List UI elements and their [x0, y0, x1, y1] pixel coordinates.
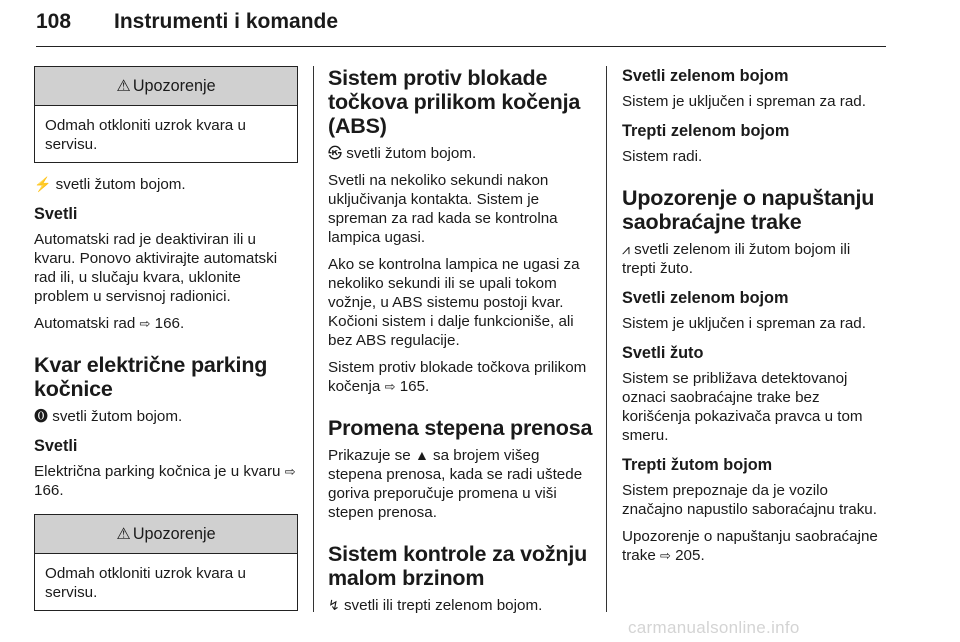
- warning-text: Odmah otkloniti uzrok kvara u servisu.: [45, 565, 246, 601]
- warning-box-header: [35, 515, 297, 554]
- warning-box-header: [35, 67, 297, 106]
- lane-departure-icon: ⩘: [622, 241, 630, 257]
- auto-light-icon: ⚡: [34, 176, 52, 192]
- subheading: Svetli: [34, 437, 78, 455]
- section-heading: Sistem protiv blokade točkova prilikom kočenja (ABS): [328, 66, 581, 138]
- ref-arrow-icon: ⇨: [139, 316, 151, 331]
- paragraph: Sistem je uključen i spreman za rad.: [622, 93, 866, 110]
- paragraph: Sistem prepoznaje da je vozilo značajno napustilo saboraćajnu traku.: [622, 482, 877, 518]
- warning-box: [34, 514, 298, 611]
- ref-arrow-icon: ⇨: [284, 464, 296, 479]
- paragraph: Prikazuje se ▲ sa brojem višeg stepena prenosa, kada se radi uštede goriva preporučuje promena u viši stepen prenosa.: [328, 447, 583, 521]
- low-speed-icon: ↯: [328, 597, 340, 613]
- section-heading: Kvar električne parking kočnice: [34, 353, 268, 401]
- section-heading: Promena stepena prenosa: [328, 416, 593, 440]
- warning-title: Upozorenje: [132, 76, 216, 95]
- warning-box: [34, 66, 298, 163]
- column-divider: [606, 66, 607, 612]
- cross-reference: Automatski rad ⇨ 166.: [34, 315, 185, 332]
- indicator-line: ⩘ svetli zelenom ili žutom bojom ili trepti žuto.: [622, 241, 851, 277]
- paragraph: Automatski rad je deaktiviran ili u kvaru. Ponovo aktivirajte automatski rad ili, u slučaju kvara, uklonite problem u servisnoj radionici.: [34, 231, 278, 305]
- column-divider: [313, 66, 314, 612]
- abs-icon: ㉿: [328, 145, 342, 161]
- cross-reference: Sistem protiv blokade točkova prilikom kočenja ⇨ 165.: [328, 359, 587, 395]
- page-title: Instrumenti i komande: [114, 10, 339, 33]
- warning-title: Upozorenje: [132, 524, 216, 543]
- subheading: Svetli zelenom bojom: [622, 67, 789, 85]
- subheading: Trepti žutom bojom: [622, 456, 773, 474]
- column-1: [34, 66, 298, 611]
- column-2: [328, 66, 593, 615]
- column-3: [622, 66, 887, 565]
- page-header: [36, 6, 886, 47]
- paragraph: Sistem radi.: [622, 148, 703, 165]
- cross-reference: Upozorenje o napuštanju saobraćajne trake ⇨ 205.: [622, 528, 878, 564]
- warning-icon: ⚠: [116, 77, 131, 95]
- parking-brake-icon: ⓿: [34, 408, 48, 424]
- watermark: carmanualsonline.info: [628, 618, 800, 637]
- warning-icon: ⚠: [116, 525, 131, 543]
- paragraph: Električna parking kočnica je u kvaru ⇨ 166.: [34, 463, 296, 499]
- warning-text: Odmah otkloniti uzrok kvara u servisu.: [45, 117, 246, 153]
- paragraph: Ako se kontrolna lampica ne ugasi za nekoliko sekundi ili se upali tokom vožnje, u ABS sistemu postoji kvar. Kočioni sistem i dalje funkcioniše, ali bez ABS regulacije.: [328, 256, 580, 349]
- ref-arrow-icon: ⇨: [384, 379, 396, 394]
- paragraph: Sistem se približava detektovanoj oznaci saobraćajne trake bez korišćenja pokazivača pravca u tom smeru.: [622, 370, 863, 444]
- indicator-line: ⓿ svetli žutom bojom.: [34, 408, 183, 425]
- section-heading: Sistem kontrole za vožnju malom brzinom: [328, 542, 588, 590]
- ref-arrow-icon: ⇨: [659, 548, 671, 563]
- subheading: Svetli: [34, 205, 78, 223]
- subheading: Svetli zelenom bojom: [622, 289, 789, 307]
- indicator-line: ㉿ svetli žutom bojom.: [328, 145, 477, 162]
- subheading: Trepti zelenom bojom: [622, 122, 790, 140]
- gear-up-icon: ▲: [414, 447, 429, 463]
- section-heading: Upozorenje o napuštanju saobraćajne trake: [622, 186, 875, 234]
- page-number: 108: [36, 10, 72, 33]
- indicator-line: ↯ svetli ili trepti zelenom bojom.: [328, 597, 543, 614]
- paragraph: Svetli na nekoliko sekundi nakon uključivanja kontakta. Sistem je spreman za rad kada se kontrolna lampica ugasi.: [328, 172, 558, 246]
- indicator-line: ⚡ svetli žutom bojom.: [34, 176, 186, 193]
- subheading: Svetli žuto: [622, 344, 704, 362]
- paragraph: Sistem je uključen i spreman za rad.: [622, 315, 866, 332]
